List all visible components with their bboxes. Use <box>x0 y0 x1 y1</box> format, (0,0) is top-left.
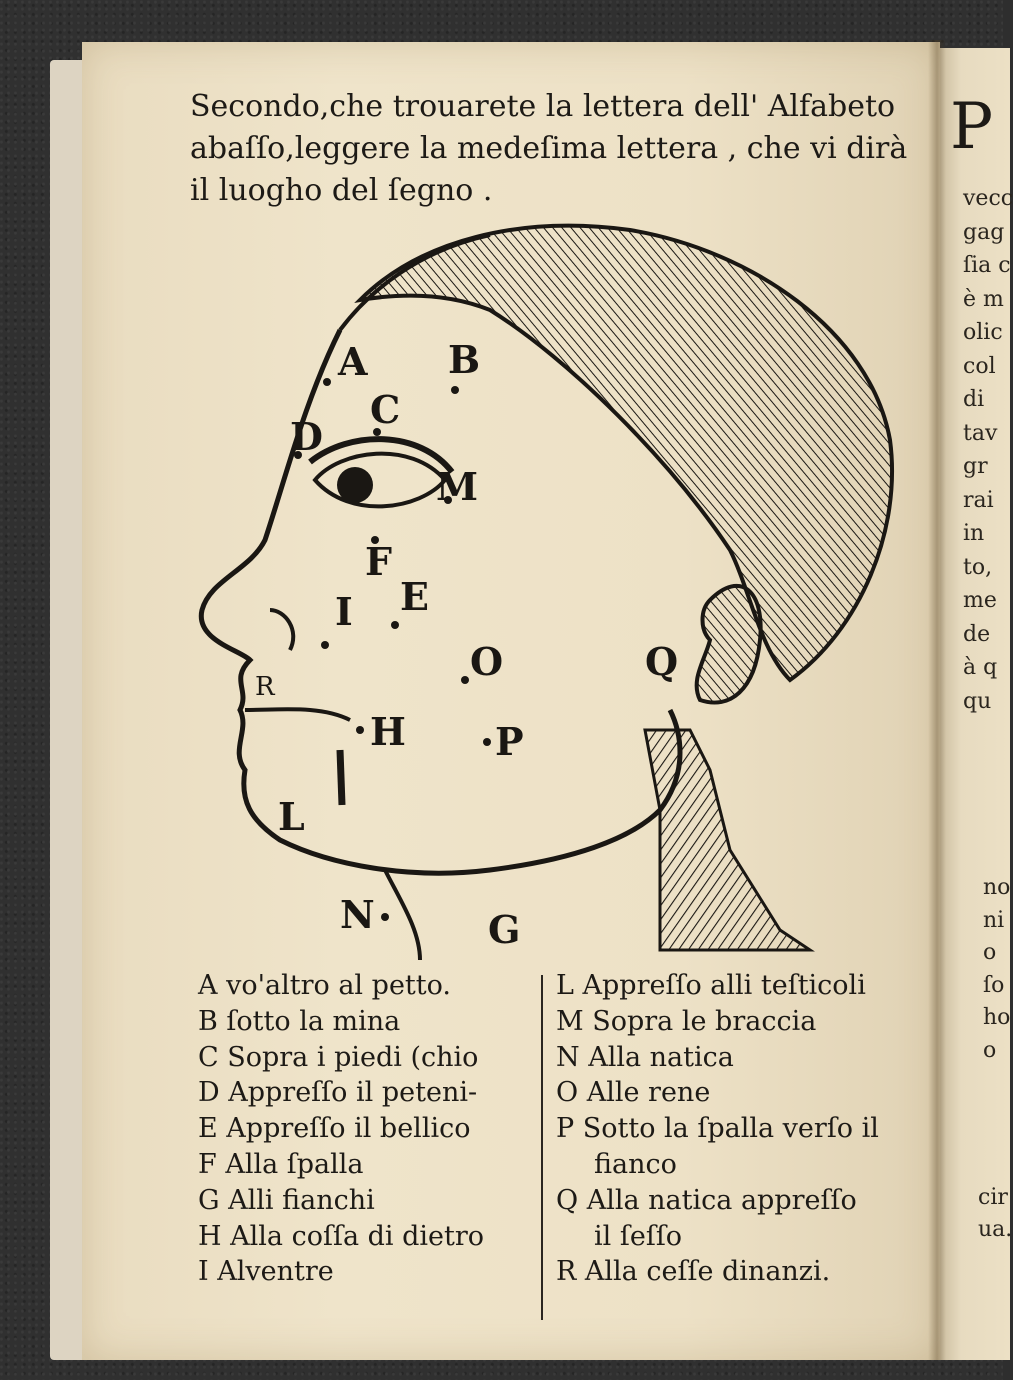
facing-line: rai <box>963 487 994 513</box>
face-outline <box>201 330 680 873</box>
figure-letter-l: L <box>278 794 305 839</box>
facing-page-text-top <box>963 182 1013 718</box>
figure-letter-h: H <box>370 709 406 754</box>
facing-page-initial: P <box>950 90 994 164</box>
facing-line: o <box>983 940 997 965</box>
facing-line: in <box>963 521 985 546</box>
facing-line: me <box>963 588 997 613</box>
legend-entry: P Sotto la ſpalla verſo il <box>556 1113 879 1145</box>
legend-entry: O Alle rene <box>556 1077 711 1109</box>
legend-entry: F Alla ſpalla <box>198 1148 364 1180</box>
facing-line: ho <box>983 1005 1011 1030</box>
figure-letter-r: R <box>255 672 275 702</box>
head-woodcut-figure <box>190 210 910 965</box>
figure-letter-n: N <box>340 892 375 937</box>
legend-entry: R Alla ceſſe dinanzi. <box>556 1256 831 1288</box>
facing-line: qu <box>963 688 992 714</box>
facing-line: o <box>983 1037 997 1063</box>
legend-entry: B ſotto la mina <box>198 1005 401 1037</box>
heading-line: Secondo,che trouarete la lettera dell' Alfabeto <box>190 89 896 124</box>
facing-line: à q <box>963 655 998 680</box>
legend-entry: H Alla coſſa di dietro <box>198 1220 485 1252</box>
column-divider <box>541 975 543 1320</box>
legend-entry: G Alli fianchi <box>198 1184 375 1216</box>
facing-line: cir <box>978 1185 1008 1210</box>
facing-line: vecc <box>963 186 1013 211</box>
facing-line: è m <box>963 286 1004 312</box>
facing-line: ſia c <box>963 253 1011 278</box>
figure-letter-a: A <box>338 339 368 384</box>
facing-line: ni <box>983 907 1005 933</box>
legend-entry: A vo'altro al petto. <box>198 970 451 1001</box>
neck-shading <box>645 730 810 950</box>
heading-line: il luogho del ſegno . <box>190 173 493 208</box>
facing-line: olic <box>963 320 1003 345</box>
figure-letter-m: M <box>436 464 479 509</box>
facing-line: ſo <box>983 972 1005 998</box>
legend-entry: L Appreſſo alli teſticoli <box>556 970 866 1001</box>
facing-line: di <box>963 387 985 412</box>
figure-letter-c: C <box>370 387 401 432</box>
figure-letter-e: E <box>400 574 429 619</box>
facing-line: de <box>963 621 991 647</box>
facing-line: col <box>963 353 996 379</box>
facing-line: tav <box>963 420 998 446</box>
legend-right-column <box>556 968 916 1290</box>
legend-entry: N Alla natica <box>556 1041 734 1073</box>
figure-letter-p: P <box>495 719 524 764</box>
legend-entry: Q Alla natica appreſſo <box>556 1184 857 1216</box>
page-heading <box>190 86 920 212</box>
book-gutter <box>928 40 946 1360</box>
figure-letter-q: Q <box>645 639 679 684</box>
figure-letter-g: G <box>488 907 521 952</box>
legend-entry-continuation: fianco <box>594 1148 677 1180</box>
legend-entry: C Sopra i piedi (chio <box>198 1041 479 1073</box>
legend-entry-continuation: il ſeſſo <box>594 1220 683 1252</box>
figure-letter-b: B <box>448 337 481 382</box>
legend-left-column <box>198 968 538 1290</box>
hair <box>360 226 892 680</box>
facing-page-text-bottom <box>978 1182 1012 1246</box>
eye <box>315 454 445 507</box>
legend-entry: D Appreſſo il peteni- <box>198 1077 478 1109</box>
facing-line: gr <box>963 454 988 479</box>
legend-entry: M Sopra le braccia <box>556 1005 817 1037</box>
figure-letter-d: D <box>290 414 323 459</box>
facing-line: no <box>983 875 1011 900</box>
figure-letter-o: O <box>470 639 504 684</box>
facing-line: gag <box>963 219 1005 245</box>
figure-letter-f: F <box>365 539 392 584</box>
facing-line: ua. <box>978 1217 1013 1242</box>
legend-entry: E Appreſſo il bellico <box>198 1113 471 1145</box>
heading-line: abaſſo,leggere la medeſima lettera , che vi dirà <box>190 131 908 166</box>
legend-entry: I Alventre <box>198 1256 334 1288</box>
ear <box>697 586 761 703</box>
figure-letter-i: I <box>335 589 353 634</box>
facing-page-text-middle <box>983 872 1010 1067</box>
facing-line: to, <box>963 554 993 580</box>
